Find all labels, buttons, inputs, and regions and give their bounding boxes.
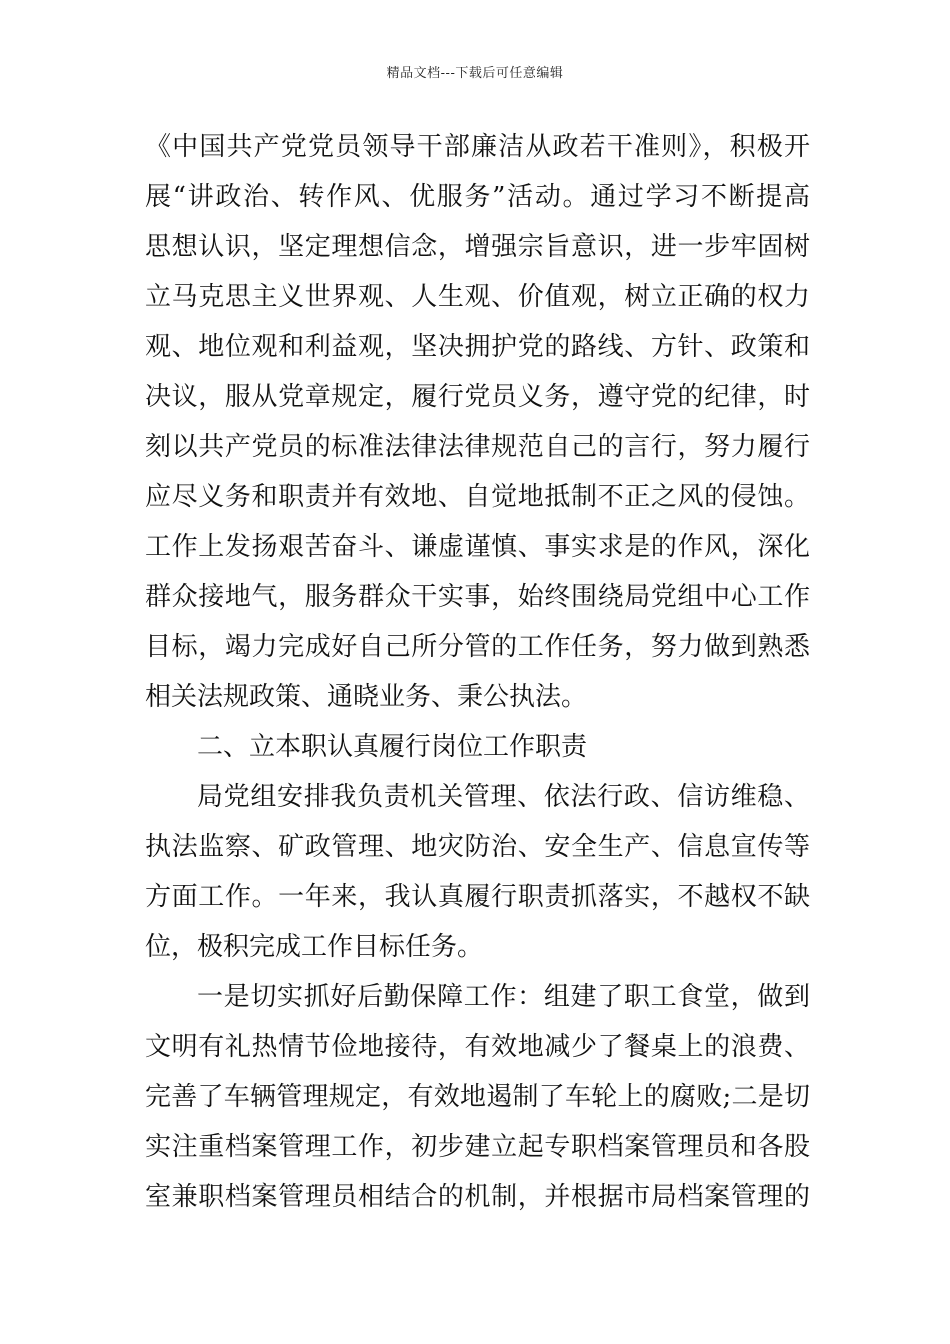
text-line: 局党组安排我负责机关管理、依法行政、信访维稳、 — [197, 782, 810, 812]
section-heading-text: 二、立本职认真履行岗位工作职责 — [197, 732, 588, 762]
text-line: 决议，服从党章规定，履行党员义务，遵守党的纪律，时 — [145, 382, 810, 412]
document-body — [145, 122, 810, 1222]
text-line: 一是切实抓好后勤保障工作：组建了职工食堂，做到 — [197, 982, 810, 1012]
text-line: 工作上发扬艰苦奋斗、谦虚谨慎、事实求是的作风，深化 — [145, 532, 810, 562]
text-line: 立马克思主义世界观、人生观、价值观，树立正确的权力 — [145, 282, 810, 312]
text-line: 思想认识，坚定理想信念，增强宗旨意识，进一步牢固树 — [145, 232, 810, 262]
text-line: 展“讲政治、转作风、优服务”活动。通过学习不断提高 — [145, 182, 810, 212]
text-line: 目标，竭力完成好自己所分管的工作任务，努力做到熟悉 — [145, 632, 810, 662]
text-line: 执法监察、矿政管理、地灾防治、安全生产、信息宣传等 — [145, 832, 810, 862]
text-line: 应尽义务和职责并有效地、自觉地抵制不正之风的侵蚀。 — [145, 482, 810, 512]
text-line: 完善了车辆管理规定，有效地遏制了车轮上的腐败;二是切 — [145, 1082, 810, 1112]
text-line: 刻以共产党员的标准法律法律规范自己的言行，努力履行 — [145, 432, 810, 462]
page-header: 精品文档---下载后可任意编辑 — [386, 66, 564, 81]
paragraph-3 — [145, 772, 810, 972]
text-line: 方面工作。一年来，我认真履行职责抓落实，不越权不缺 — [145, 882, 810, 912]
text-line: 观、地位观和利益观，坚决拥护党的路线、方针、政策和 — [145, 332, 810, 362]
text-line: 相关法规政策、通晓业务、秉公执法。 — [145, 682, 588, 712]
text-line: 《中国共产党党员领导干部廉洁从政若干准则》，积极开 — [145, 132, 810, 162]
text-line: 文明有礼热情节俭地接待，有效地减少了餐桌上的浪费、 — [145, 1032, 810, 1062]
text-line: 室兼职档案管理员相结合的机制，并根据市局档案管理的 — [145, 1182, 810, 1212]
text-line: 群众接地气，服务群众干实事，始终围绕局党组中心工作 — [145, 582, 810, 612]
paragraph-4 — [145, 972, 810, 1222]
text-line: 位，极积完成工作目标任务。 — [145, 932, 484, 962]
paragraph-1 — [145, 122, 810, 722]
text-line: 实注重档案管理工作，初步建立起专职档案管理员和各股 — [145, 1132, 810, 1162]
section-heading — [145, 722, 810, 772]
